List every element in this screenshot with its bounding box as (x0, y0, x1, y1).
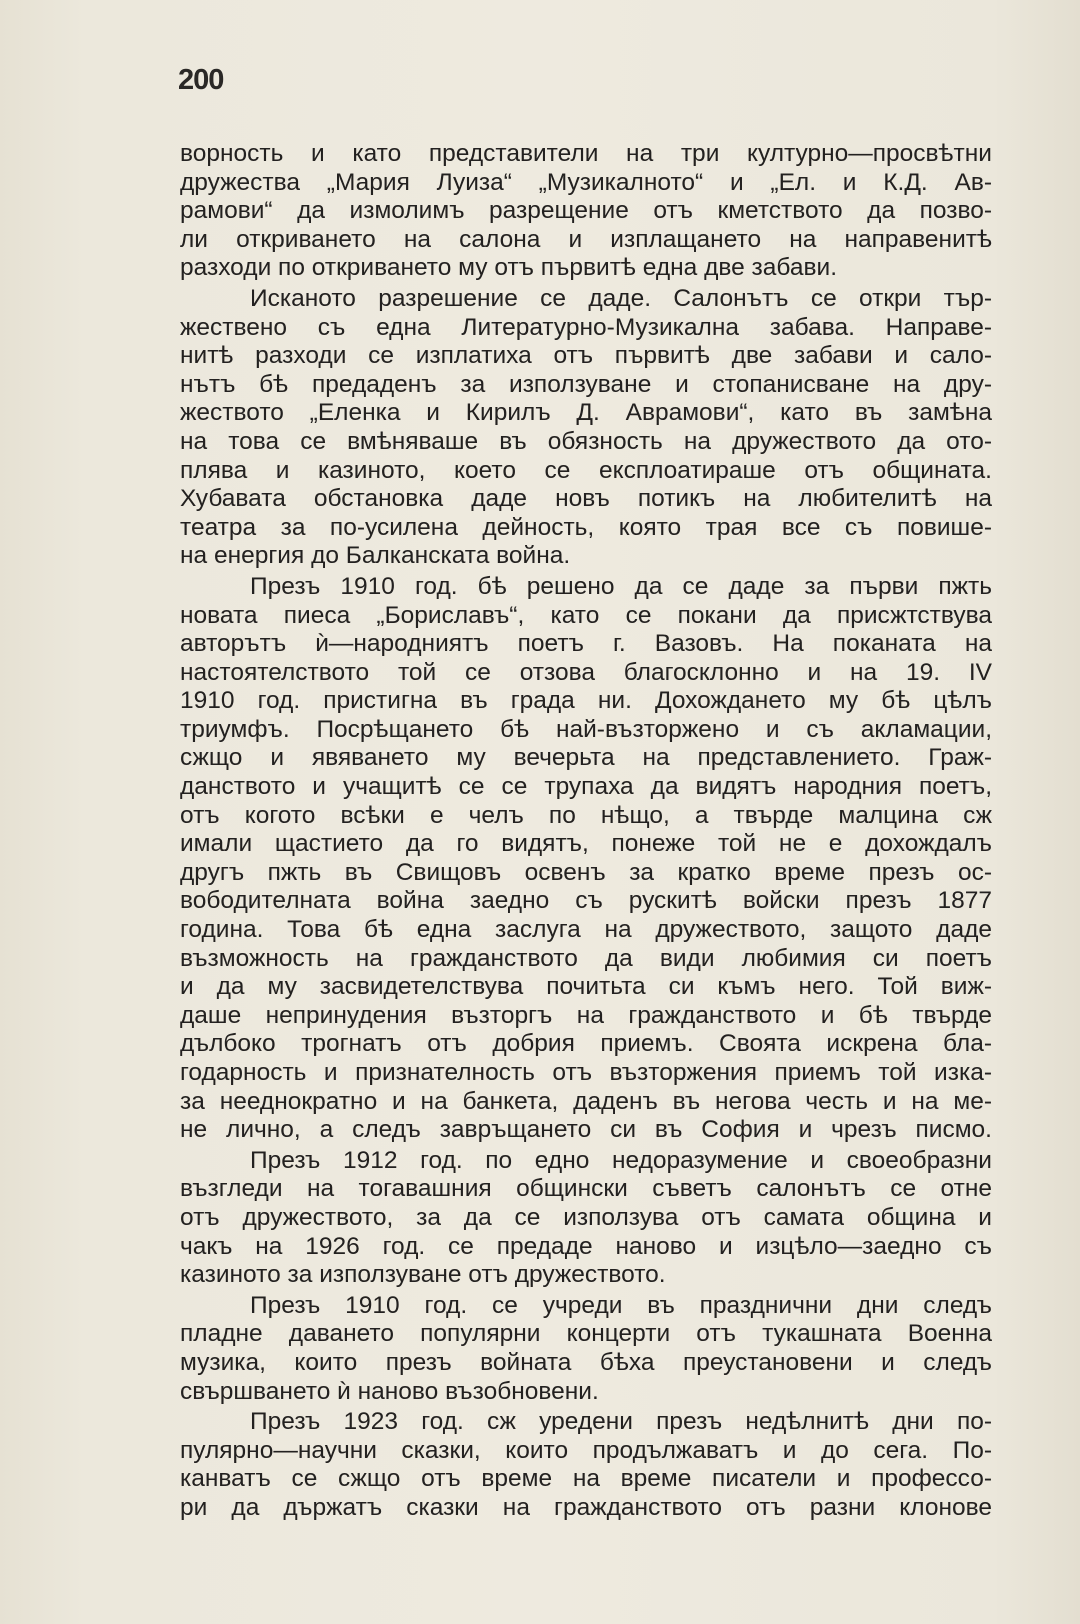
text-line: отъ дружеството, за да се използува отъ самата община и (180, 1203, 992, 1231)
text-line: вободителната война заедно съ рускитѣ войски презъ 1877 (180, 887, 992, 915)
text-line: пладне даването популярни концерти отъ тукашната Военна (180, 1320, 992, 1348)
text-line: разходи по откриването му отъ първитѣ една две забави. (180, 254, 838, 282)
text-line: Презъ 1910 год. бѣ решено да се даде за първи пжть (250, 572, 992, 600)
text-line: и да му засвидетелствува почитьта си къмъ него. Той виж- (180, 973, 992, 1001)
paragraph-4 (180, 1147, 992, 1290)
text-line: отъ когото всѣки е челъ по нѣщо, а твърде малцина сж (180, 801, 992, 829)
text-line: казиното за използуване отъ дружеството. (180, 1261, 666, 1289)
text-line: възможность на гражданството да види любимия си поетъ (180, 944, 992, 972)
text-line: театра за по-усилена дейность, която трая все съ повише- (180, 513, 992, 541)
text-line: свършването ѝ наново възобновени. (180, 1377, 599, 1405)
text-line: ли откриването на салона и изплащането на направенитѣ (180, 225, 992, 253)
text-line: годарность и признателность отъ възторжения приемъ той изка- (180, 1059, 992, 1086)
text-line: 1910 год. пристигна въ града ни. Дохождането му бѣ цѣлъ (180, 687, 992, 715)
text-line: дълбоко трогнатъ отъ добрия приемъ. Своята искрена бла- (180, 1030, 992, 1058)
text-line: ри да държатъ сказки на гражданството отъ разни клонове (180, 1493, 992, 1521)
text-line: пулярно—научни сказки, които продължаватъ и до сега. По- (180, 1436, 992, 1464)
text-line: нътъ бѣ предаденъ за използуване и стопанисване на дру- (180, 370, 992, 398)
text-line: настоятелството той се отзова благосклонно и на 19. IV (180, 658, 992, 686)
text-line: ворность и като представители на три културно—просвѣтни (180, 140, 992, 167)
text-line: имали щастието да го видятъ, понеже той не е дохождалъ (180, 830, 992, 858)
text-line: Презъ 1910 год. се учреди въ празднични дни следъ (250, 1291, 992, 1319)
text-line: авторътъ ѝ—народниятъ поетъ г. Вазовъ. На поканата на (180, 630, 992, 658)
text-line: жествено съ една Литературно-Музикална забава. Направе- (180, 313, 992, 341)
text-line: канватъ се сжщо отъ време на време писатели и профессо- (180, 1465, 992, 1493)
text-line: сжщо и явяването му вечерьта на представлението. Граж- (180, 744, 992, 772)
page-number: 200 (178, 64, 224, 96)
text-line: другъ пжть въ Свищовъ освенъ за кратко време презъ ос- (180, 858, 992, 886)
text-line: за нееднократно и на банкета, даденъ въ негова честь и на ме- (180, 1087, 992, 1115)
paragraph-1 (180, 140, 992, 283)
text-line: нитѣ разходи се изплатиха отъ първитѣ две забави и сало- (180, 342, 992, 370)
text-line: рамови“ да измолимъ разрещение отъ кметството да позво- (180, 197, 992, 225)
paragraph-2 (180, 285, 992, 571)
text-line: даше непринудения възторгъ на гражданството и бѣ твърде (180, 1001, 992, 1029)
text-line: триумфъ. Посрѣщането бѣ най-възторжено и съ акламации, (180, 715, 992, 743)
text-line: на това се вмѣняваше въ обязность на дружеството да ото- (180, 427, 992, 455)
text-line: година. Това бѣ една заслуга на дружеството, защото даде (180, 916, 992, 944)
text-line: музика, които презъ войната бѣха преустановени и следъ (180, 1348, 992, 1376)
text-line: на енергия до Балканската война. (180, 542, 571, 570)
text-line: Презъ 1912 год. по едно недоразумение и своеобразни (250, 1146, 992, 1174)
text-line: жеството „Еленка и Кирилъ Д. Аврамови“, като въ замѣна (180, 399, 992, 427)
text-line: не лично, а следъ завръщането си въ София и чрезъ писмо. (180, 1116, 992, 1144)
paragraph-5 (180, 1292, 992, 1406)
body-text (180, 140, 992, 1523)
text-line: Презъ 1923 год. сж уредени презъ недѣлнитѣ дни по- (250, 1408, 992, 1436)
text-line: Хубавата обстановка даде новъ потикъ на любителитѣ на (180, 485, 992, 513)
paragraph-6 (180, 1408, 992, 1522)
text-line: възгледи на тогавашния общински съветъ салонътъ се отне (180, 1175, 992, 1203)
text-line: чакъ на 1926 год. се предаде наново и изцѣло—заедно съ (180, 1232, 992, 1260)
paragraph-3 (180, 573, 992, 1145)
text-line: Исканото разрешение се даде. Салонътъ се откри тър- (250, 284, 992, 312)
text-line: дружества „Мария Луиза“ „Музикалното“ и „Ел. и К.Д. Ав- (180, 168, 992, 196)
text-line: плява и казиното, което се експлоатираше отъ общината. (180, 456, 992, 484)
text-line: новата пиеса „Бориславъ“, като се покани да присжтствува (180, 601, 992, 629)
text-line: данството и учащитѣ се се трупаха да видятъ народния поетъ, (180, 773, 992, 801)
